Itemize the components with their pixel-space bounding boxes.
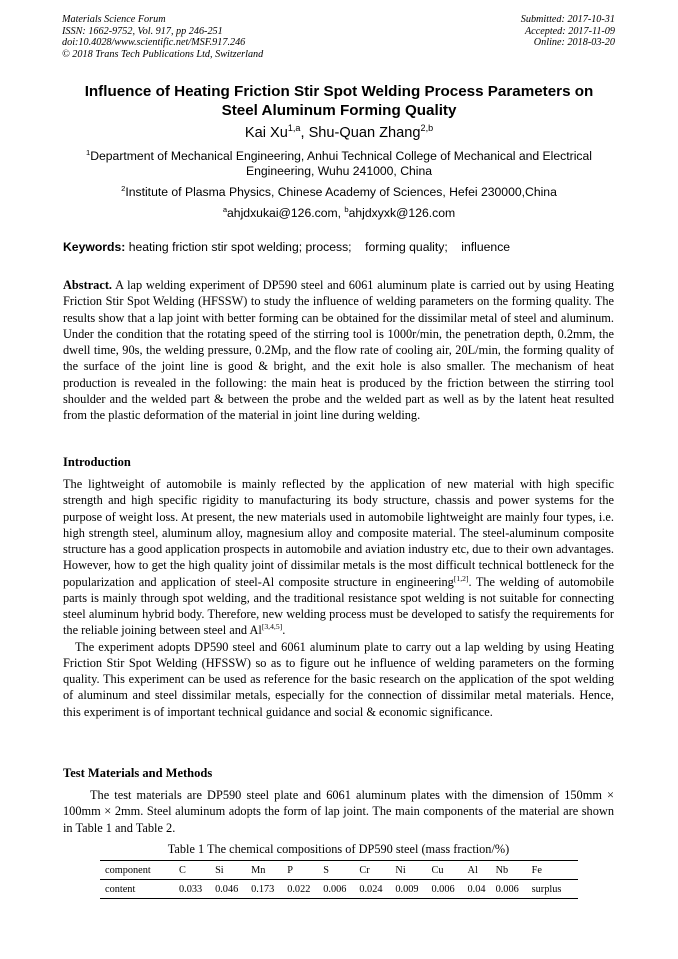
table-cell: 0.173 bbox=[251, 880, 287, 899]
doi-line: doi:10.4028/www.scientific.net/MSF.917.246 bbox=[62, 37, 246, 49]
table-header-cell: Nb bbox=[496, 861, 532, 880]
keywords-label: Keywords: bbox=[63, 240, 126, 254]
email-mark: b bbox=[344, 204, 349, 214]
table-header-cell: C bbox=[179, 861, 215, 880]
affil-text: Institute of Plasma Physics, Chinese Academy of Sciences, Hefei 230000,China bbox=[125, 185, 557, 199]
table-header-cell: Si bbox=[215, 861, 251, 880]
paragraph: The test materials are DP590 steel plate and 6061 aluminum plates with the dimension of 150mm × 100mm × 2mm. Steel aluminum adopts the form of lap joint. The main components of the material are shown in Table 1 and Table 2. bbox=[63, 788, 614, 835]
title-line-1: Influence of Heating Friction Stir Spot Welding Process Parameters on bbox=[84, 83, 594, 100]
citation: [3,4,5] bbox=[261, 622, 283, 632]
issn-line: ISSN: 1662-9752, Vol. 917, pp 246-251 bbox=[62, 25, 223, 37]
accepted-date: Accepted: 2017-11-09 bbox=[524, 25, 615, 37]
table-header-cell: Mn bbox=[251, 861, 287, 880]
methods-body bbox=[63, 787, 614, 836]
submitted-date: Submitted: 2017-10-31 bbox=[520, 14, 615, 25]
introduction-body bbox=[63, 476, 614, 720]
table-cell: 0.006 bbox=[431, 880, 467, 899]
table-header-cell: P bbox=[287, 861, 323, 880]
affil-text: Department of Mechanical Engineering, Anhui Technical College of Mechanical and Electrical bbox=[90, 149, 592, 163]
author-name: Shu-Quan Zhang bbox=[308, 125, 421, 141]
email-text: ahjdxyxk@126.com bbox=[348, 206, 456, 220]
keywords-text: heating friction stir spot welding; process; forming quality; influence bbox=[125, 240, 511, 254]
table-row bbox=[100, 880, 578, 899]
table-header-cell: Fe bbox=[532, 861, 578, 880]
table-cell: 0.046 bbox=[215, 880, 251, 899]
table-header-row bbox=[100, 861, 578, 880]
table-cell: 0.024 bbox=[359, 880, 395, 899]
section-heading: Introduction bbox=[63, 455, 131, 469]
copyright-line: © 2018 Trans Tech Publications Ltd, Switzerland bbox=[62, 48, 264, 60]
author-emails bbox=[60, 206, 618, 221]
table-header-cell: Al bbox=[468, 861, 496, 880]
journal-name: Materials Science Forum bbox=[62, 14, 166, 25]
table-cell: 0.04 bbox=[468, 880, 496, 899]
chemical-composition-table bbox=[100, 860, 578, 899]
paragraph: The experiment adopts DP590 steel and 6061 aluminum plate to carry out a lap welding by using Heating Friction Stir Spot Welding (HFSSW) so as to figure out he influence of welding parameters on the forming quality. This experiment can be used as reference for the basic research on the application of the spot welding of aluminum and steel dissimilar metals, especially for the connection of dissimilar metal materials. Hence, this experiment is of important technical guidance and social & economic significance. bbox=[63, 639, 614, 719]
text-run: . The welding of automobile parts is mainly through spot welding, and the traditional resistance spot welding is not suitable for connecting steel aluminum hybrid body. Therefore, new welding process must be developed to satisfy the requirements for the reliable joining between steel and Al bbox=[63, 574, 615, 638]
author-separator: , bbox=[300, 125, 309, 141]
paper-title bbox=[60, 82, 618, 120]
table-caption: Table 1 The chemical compositions of DP590 steel (mass fraction/%) bbox=[167, 842, 510, 856]
affil-mark: 2 bbox=[121, 183, 126, 193]
text-run: . bbox=[282, 623, 286, 638]
author-name: Kai Xu bbox=[244, 125, 288, 141]
affil-mark: 1 bbox=[86, 147, 91, 157]
affil-text: Engineering, Wuhu 241000, China bbox=[245, 164, 433, 178]
section-heading: Test Materials and Methods bbox=[63, 766, 213, 780]
table-header-cell: S bbox=[323, 861, 359, 880]
abstract-text: A lap welding experiment of DP590 steel and 6061 aluminum plate is carried out by using Heating Friction Stir Spot Welding (HFSSW) to study the influence of welding parameters on the forming quality. The results show that a lap joint with better forming can be obtained for the dissimilar metal of steel and aluminum. Under the condition that the rotating speed of the stirring tool is 1000r/min, the penetration depth, 0.2mm, the dwell time, 90s, the welding pressure, 0.2Mp, and the flow rate of cooling air, 20L/min, the forming quality of the surface of the joint line is good & bright, and the exit hole is also smaller. The mechanism of heat production is revealed in the following: the main heat is produced by the friction between the stirring tool shoulder and the welded part & between the probe and the welded part as well as by the latent heat resulted from the plastic deformation of the material in joint line during welding. bbox=[63, 278, 614, 422]
table-header-cell: Ni bbox=[395, 861, 431, 880]
table-cell: 0.006 bbox=[323, 880, 359, 899]
abstract-label: Abstract. bbox=[63, 278, 113, 292]
text-run: The lightweight of automobile is mainly reflected by the application of new material with high specific strength and high specific rigidity to manufacturing its body structure, chassis and power systems for the purpose of weight loss. At present, the new materials used in automobile lightweight are mainly four types, i.e. high strength steel, aluminum alloy, magnesium alloy and composite material. The steel-aluminum composite structure has a good application prospects in automobile and aviation industry etc, due to their own advantages. However, how to get the high quality joint of dissimilar metals is the most difficult technical bottleneck for the popularization and application of steel-Al composite structure in engineering bbox=[63, 477, 614, 589]
table-cell: 0.033 bbox=[179, 880, 215, 899]
table-cell: 0.009 bbox=[395, 880, 431, 899]
table-cell: surplus bbox=[532, 880, 578, 899]
table-cell: content bbox=[100, 880, 179, 899]
email-text: ahjdxukai@126.com, bbox=[227, 206, 345, 220]
online-date: Online: 2018-03-20 bbox=[533, 37, 615, 49]
table-header-cell: Cu bbox=[431, 861, 467, 880]
author-list bbox=[60, 124, 618, 142]
affiliation-1 bbox=[60, 149, 618, 179]
journal-header-right bbox=[521, 14, 615, 49]
table-header-cell: Cr bbox=[359, 861, 395, 880]
keywords bbox=[63, 240, 623, 254]
paragraph bbox=[63, 476, 614, 639]
journal-header-left bbox=[62, 14, 263, 60]
table-cell: 0.022 bbox=[287, 880, 323, 899]
table-cell: 0.006 bbox=[496, 880, 532, 899]
abstract bbox=[63, 277, 614, 423]
email-mark: a bbox=[222, 204, 228, 214]
affiliation-2 bbox=[60, 185, 618, 200]
author-affil-mark: 1,a bbox=[287, 123, 301, 134]
author-affil-mark: 2,b bbox=[420, 123, 434, 134]
title-line-2: Steel Aluminum Forming Quality bbox=[221, 102, 457, 119]
citation: [1,2] bbox=[453, 573, 469, 583]
table-header-cell: component bbox=[100, 861, 179, 880]
